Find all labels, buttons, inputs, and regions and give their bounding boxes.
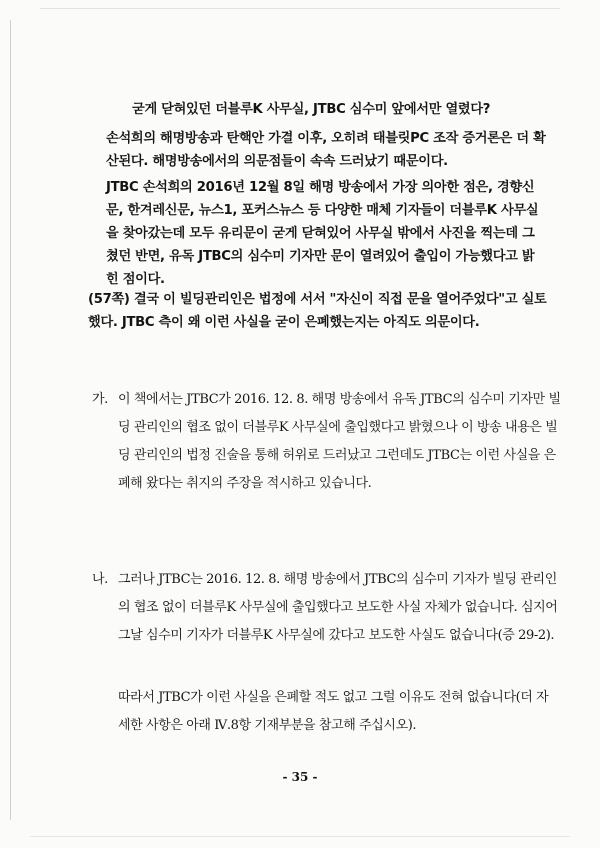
quote-paragraph-1: 손석희의 해명방송과 탄핵안 가결 이후, 오히려 태블릿PC 조작 증거론은 더 확산된다. 해명방송에서의 의문점들이 속속 드러났기 때문이다. xyxy=(106,131,546,169)
item-na-text-2: 따라서 JTBC가 이런 사실을 은폐할 적도 없고 그럴 이유도 전혀 없습니다(더 자세한 사항은 아래 Ⅳ.8항 기재부분을 참고해 주십시오). xyxy=(118,690,549,733)
item-ga-text: 이 책에서는 JTBC가 2016. 12. 8. 해명 방송에서 유독 JTBC의 심수미 기자만 빌딩 관리인의 협조 없이 더블루K 사무실에 출입했다고 밝혔으나 이 방송 내용은 빌딩 관리인의 법정 진술을 통해 허위로 드러났고 그런데도 JTBC는 이런 사실을 은폐해 왔다는 취지의 주장을 적시하고 있습니다. xyxy=(118,392,561,491)
page-reference: (57쪽) xyxy=(88,292,130,307)
page-edge xyxy=(10,20,11,820)
quote-paragraph-3 xyxy=(88,288,548,334)
quote-paragraph-2: JTBC 손석희의 2016년 12월 8일 해명 방송에서 가장 의아한 점은, 경향신문, 한겨레신문, 뉴스1, 포커스뉴스 등 다양한 매체 기자들이 더블루K 사무실을 찾아갔는데 모두 유리문이 굳게 닫혀있어 사무실 밖에서 사진을 찍는데 그쳤던 반면, 유독 JTBC의 심수미 기자만 문이 열려있어 출입이 가능했다고 밝힌 점이다. xyxy=(106,180,539,287)
item-ga-marker: 가. xyxy=(92,392,108,407)
item-ga xyxy=(92,386,562,498)
quote-paragraph-3-text: 결국 이 빌딩관리인은 법정에 서서 "자신이 직접 문을 열어주었다"고 실토했다. JTBC 측이 왜 이런 사실을 굳이 은폐했는지는 아직도 의문이다. xyxy=(88,292,547,330)
quote-title: 굳게 닫혀있던 더블루K 사무실, JTBC 심수미 앞에서만 열렸다? xyxy=(132,102,491,117)
page-number: - 35 - xyxy=(282,770,318,784)
bottom-rule xyxy=(30,836,570,837)
item-na-text: 그러나 JTBC는 2016. 12. 8. 해명 방송에서 JTBC의 심수미 기자가 빌딩 관리인의 협조 없이 더블루K 사무실에 출입했다고 보도한 사실 자체가 없습니다. 심지어 그날 심수미 기자가 더블루K 사무실에 갔다고 보도한 사실도 없습니다(증 29-2). xyxy=(118,572,558,643)
item-na xyxy=(92,566,562,650)
top-rule xyxy=(40,8,560,9)
item-na-marker: 나. xyxy=(92,572,108,587)
